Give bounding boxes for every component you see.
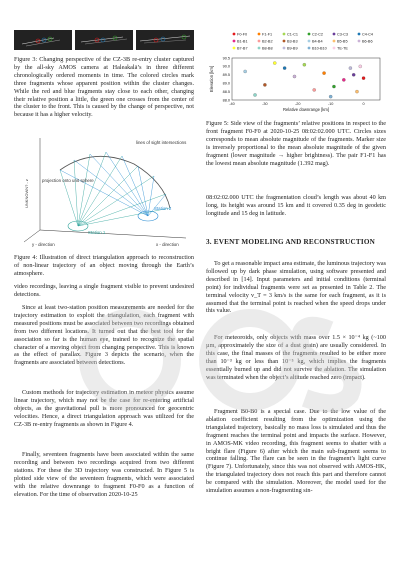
left-paragraph-4: Finally, seventeen fragments have been associated within the same recording and between two recordings acquired from two different stations. For these the 3D trajectory was constructed. In Figure 5 is plotted side view of the seventeen fragments, which were associated with the relative downrange to fragment F0-F0 as a function of elevation. For the time of observation 2020-10-25 [14, 451, 194, 498]
y-tick-label: 88.0 [222, 98, 230, 103]
figure5-chart [206, 28, 386, 112]
legend-label: B7-B7 [237, 46, 248, 51]
legend-label: B6-B6 [362, 39, 373, 44]
data-point [303, 63, 306, 66]
figure4-svg [14, 130, 194, 248]
legend-label: C1-C1 [287, 32, 298, 37]
x-axis [40, 230, 186, 238]
x-tick-label: -10 [327, 102, 334, 106]
station1-rays [60, 152, 170, 226]
legend-marker [308, 40, 311, 43]
legend-label: B5-B5 [337, 39, 348, 44]
frame3-streaks [136, 30, 194, 50]
x-tick-label: 0 [362, 102, 365, 106]
figure3-image-strip [14, 30, 194, 50]
data-point [355, 90, 358, 93]
legend-marker [233, 40, 236, 43]
figure3-frame-3 [136, 30, 194, 50]
section3-paragraph-3: Fragment B0-B0 is a special case. Due to the low value of the ablation coefficient resulting from the optimization using the triangulated trajectory, basically no mass loss is simulated and thus the fragment reaches the terminal point and impacts the surface. However, in AMOS-MK video recording, this fragment seems to shatter with a bright flare (Figure 6) after which the main sub-fragment seems to continue falling. The flare can be seen in the fragment’s light curve (Figure 7). Unfortunately, since this was not observed with AMOS-HK, the triangulated trajectory does not reach this part and therefore cannot be compared with the simulation. Moreover, the model used for the simulation assumes a non-fragmenting sin- [206, 408, 386, 495]
label-y-direction: y - direction [32, 242, 55, 247]
data-point [329, 95, 332, 98]
data-point [322, 72, 325, 75]
y-tick-label: 90.5 [222, 56, 230, 61]
label-lines-of-sight: lines of sight intersections [136, 140, 187, 145]
left-paragraph-3: Custom methods for trajectory estimation in meteor physics assume linear trajectory, which may not be the case for re-entering artificial objects, as the gravitational pull is more pronounced for geocentric velocities. Hence, a direct triangulation approach was utilized for the CZ-3B re-entry fragments as shown in Figure 4. [14, 389, 194, 428]
data-point [349, 66, 352, 69]
legend-label: B3-B3 [287, 39, 298, 44]
legend-label: B1-B1 [237, 39, 248, 44]
legend-marker [233, 33, 236, 36]
legend-label: B9-B9 [287, 46, 298, 51]
figure5-legend [233, 32, 373, 50]
legend-marker [333, 47, 336, 50]
legend-marker [258, 33, 261, 36]
label-projection: projection onto unit sphere [42, 178, 94, 183]
legend-marker [283, 33, 286, 36]
y-tick-label: 88.5 [222, 89, 230, 94]
x-tick-label: -40 [229, 102, 235, 106]
legend-marker [283, 40, 286, 43]
label-z-direction: UNKNOWN? - z [24, 179, 29, 208]
legend-label: C3-C3 [337, 32, 348, 37]
station2-rays [60, 152, 166, 216]
legend-marker [358, 33, 361, 36]
legend-marker [308, 33, 311, 36]
y-axis-label: Elevation [km] [209, 65, 214, 93]
label-station1: Station 1 [88, 230, 106, 235]
section3-paragraph-1: To get a reasonable impact area estimate, the luminous trajectory was followed up by dark phase simulation, using software presented and described in [14]. Input parameters and initial conditions (terminal point) for individual fragments were set as presented in Table 2. The terminal velocity v_T = 3 km/s is the same for each fragment, as it is assumed that the terminal point is reached when the speed drops under this value. [206, 260, 386, 315]
legend-marker [358, 40, 361, 43]
legend-marker [333, 40, 336, 43]
y-tick-label: 89.0 [222, 81, 230, 86]
y-tick-label: 89.5 [222, 73, 230, 78]
legend-label: B8-B8 [262, 46, 273, 51]
left-paragraph-2: Since at least two-station position measurements are needed for the trajectory estimation to exploit the triangulation, each fragment with measured positions must be associated between two recordings obtained from two different locations. It turned out that the best tool for the association so far is the human eye, trained to recognize the spatial character of a moving object from changing perspective. This is known as the effect of parallax. Figure 3 depicts the scenario, when the fragments are associated between detections. [14, 304, 194, 367]
legend-marker [233, 47, 236, 50]
x-tick-label: -20 [295, 102, 301, 106]
figure3-frame-1 [14, 30, 72, 50]
figure4-illustration [14, 130, 194, 248]
figure3-caption: Figure 3: Changing perspective of the CZ-3B re-entry cluster captured by the all-sky AMOS camera at Haleakalā’s in three different chronologically ordered moments in time. The colored circles mark three fragments whose apparent position within the cluster changes. While the red and blue fragments stay close to each other, changing their relative position a little, the green one crosses from the center of the cluster to the front. This is caused by the change of perspective, not because it has a higher velocity. [14, 56, 194, 119]
y-axis [24, 230, 40, 242]
legend-marker [283, 47, 286, 50]
legend-label: F1-F1 [262, 32, 273, 37]
data-point [283, 66, 286, 69]
data-point [253, 93, 256, 96]
label-station2: Station 2 [154, 206, 172, 211]
x-axis-label: Relative downrange [km] [282, 107, 330, 112]
left-paragraph-1: video recordings, leaving a single fragment visible to prevent undesired detections. [14, 283, 194, 298]
legend-label: B2-B2 [262, 39, 273, 44]
data-point [313, 88, 316, 91]
legend-label: F0-F0 [237, 32, 248, 37]
section3-paragraph-2: For meteoroids, only objects with mass over 1.5 × 10⁻⁴ kg (~100 µm, approximately the size of a dust grain) are usually considered. In this case, the final masses of the fragments resulted to be either more than 10⁻³ kg or less than 10⁻⁵ kg, which implies the fragments essentially burned up and did not survive the ablation. The simulation was terminated when the object’s altitude reached zero (impact). [206, 334, 386, 381]
right-paragraph-1: 08:02:02.000 UTC the fragmentation cloud’s length was about 40 km long, its height was around 15 km and it covered 0.35 deg in geodetic longitude and 15 deg in latitude. [206, 194, 386, 217]
label-x-direction: x - direction [156, 242, 179, 247]
y-tick-label: 90.0 [222, 64, 230, 69]
legend-marker [258, 40, 261, 43]
data-point [359, 65, 362, 68]
legend-marker [308, 47, 311, 50]
data-point [332, 85, 335, 88]
data-point [293, 75, 296, 78]
legend-label: C2-C2 [312, 32, 323, 37]
data-point [263, 83, 266, 86]
data-point [342, 78, 345, 81]
data-point [244, 70, 247, 73]
figure5-caption: Figure 5: Side view of the fragments’ relative positions in respect to the front fragment F0-F0 at 2020-10-25 08:02:02.000 UTC. Circles sizes corresponds to mean absolute magnitude of the fragments. Marker size is inversely proportional to the mean absolute magnitude of the given fragment (lower magnitude → higher brightness). The pair F1-F1 has the lowest mean absolute magnitude (1.392 mag). [206, 120, 386, 167]
figure5-svg [206, 28, 386, 112]
frame1-streaks [14, 30, 72, 50]
legend-label: B10-B10 [312, 46, 327, 51]
legend-marker [258, 47, 261, 50]
figure4-caption: Figure 4: Illustration of direct triangulation approach to reconstruction of non-linear trajectory of an object moving through the Earth’s atmosphere. [14, 254, 194, 277]
x-tick-label: -30 [262, 102, 268, 106]
frame2-streaks [75, 30, 133, 50]
legend-label: B4-B4 [312, 39, 323, 44]
figure3-frame-2 [75, 30, 133, 50]
legend-label: C4-C4 [362, 32, 373, 37]
section3-heading: 3. EVENT MODELING AND RECONSTRUCTION [206, 238, 376, 246]
legend-marker [333, 33, 336, 36]
data-point [352, 73, 355, 76]
data-point [273, 61, 276, 64]
legend-label: TE-TE [337, 46, 348, 51]
data-point [362, 77, 365, 80]
